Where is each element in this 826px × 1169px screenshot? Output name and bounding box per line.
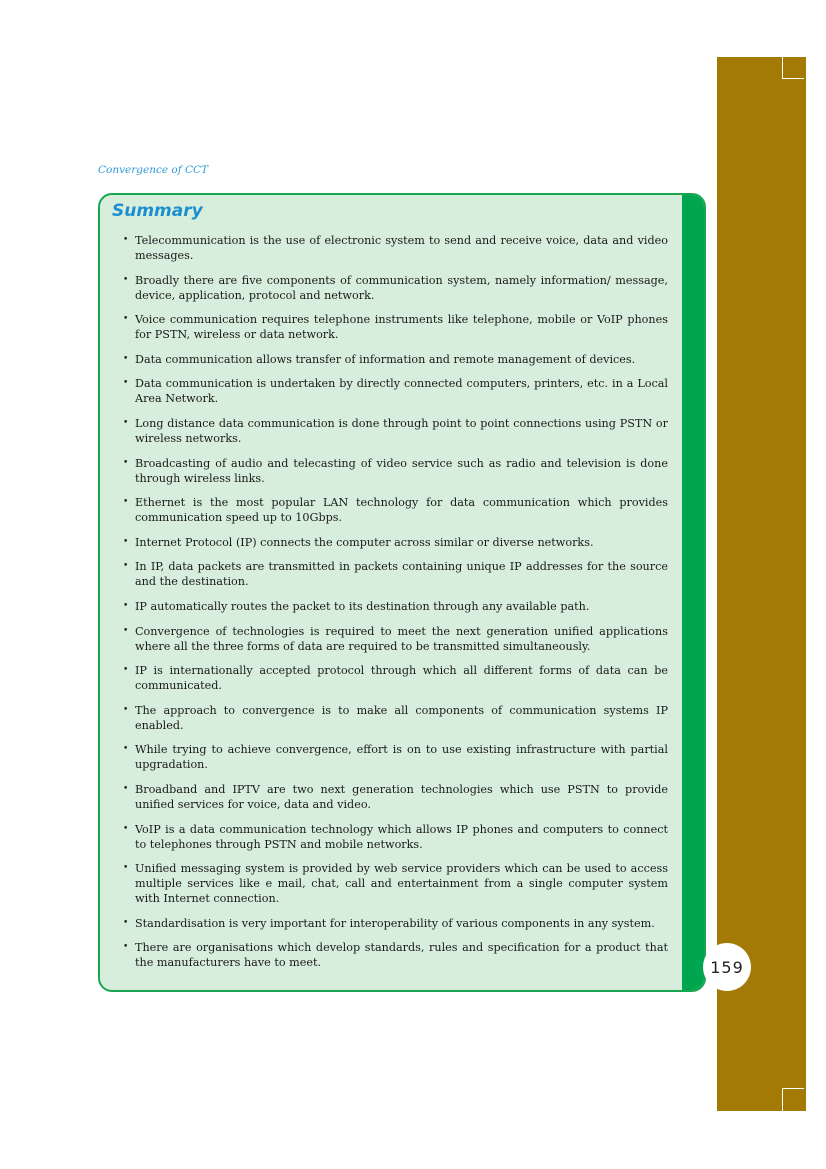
summary-item (122, 742, 668, 772)
summary-item (122, 782, 668, 812)
summary-item (122, 861, 668, 906)
summary-item (122, 233, 668, 263)
bullet-icon: • (123, 497, 129, 508)
page-number: 159 (703, 943, 751, 991)
summary-item (122, 703, 668, 733)
summary-item-text: Ethernet is the most popular LAN technology for data communication which provides communication speed up to 10Gbps. (135, 496, 668, 525)
bullet-icon: • (123, 744, 129, 755)
summary-box-stripe (682, 195, 704, 990)
summary-item-text: In IP, data packets are transmitted in packets containing unique IP addresses for the source and the destination. (135, 560, 668, 589)
summary-item-text: The approach to convergence is to make all components of communication systems IP enabled. (135, 703, 668, 732)
summary-item-text: While trying to achieve convergence, effort is on to use existing infrastructure with partial upgradation. (135, 743, 668, 772)
summary-item (122, 559, 668, 589)
summary-item-text: Broadcasting of audio and telecasting of video service such as radio and television is done through wireless links. (135, 456, 668, 485)
summary-item-text: There are organisations which develop standards, rules and specification for a product that the manufacturers have to meet. (135, 941, 668, 970)
summary-item (122, 599, 668, 614)
crop-mark-top (782, 57, 804, 79)
summary-item (122, 535, 668, 550)
summary-item (122, 312, 668, 342)
bullet-icon: • (123, 235, 129, 245)
summary-item (122, 663, 668, 693)
bullet-icon: • (123, 917, 129, 928)
summary-item-text: Telecommunication is the use of electronic system to send and receive voice, data and video messages. (135, 234, 668, 262)
crop-mark-bottom (782, 1088, 804, 1111)
bullet-icon: • (123, 536, 129, 547)
bullet-icon: • (123, 378, 129, 389)
summary-item (122, 456, 668, 486)
summary-item (122, 376, 668, 406)
bullet-icon: • (123, 417, 129, 428)
summary-item (122, 416, 668, 446)
bullet-icon: • (123, 783, 129, 794)
summary-item-text: Internet Protocol (IP) connects the computer across similar or diverse networks. (135, 535, 594, 549)
running-head: Convergence of CCT (98, 164, 209, 176)
bullet-icon: • (123, 625, 129, 636)
bullet-icon: • (123, 863, 129, 874)
summary-item-text: VoIP is a data communication technology which allows IP phones and computers to connect to telephones through PSTN and mobile networks. (135, 822, 668, 851)
summary-title: Summary (112, 201, 203, 221)
summary-item (122, 916, 668, 931)
summary-item (122, 940, 668, 970)
bullet-icon: • (123, 823, 129, 834)
summary-box (98, 193, 706, 992)
bullet-icon: • (123, 665, 129, 676)
summary-item-text: Unified messaging system is provided by web service providers which can be used to access multiple services like e mail, chat, call and entertainment from a single computer system with Internet connection. (135, 862, 668, 906)
summary-item-text: Long distance data communication is done through point to point connections using PSTN or wireless networks. (135, 416, 668, 445)
bullet-icon: • (123, 274, 129, 285)
summary-item-text: Voice communication requires telephone instruments like telephone, mobile or VoIP phones for PSTN, wireless or data network. (135, 313, 668, 342)
bullet-icon: • (123, 942, 129, 953)
summary-item-text: Standardisation is very important for interoperability of various components in any system. (135, 916, 655, 930)
summary-item (122, 352, 668, 367)
summary-item-text: IP automatically routes the packet to its destination through any available path. (135, 599, 590, 613)
bullet-icon: • (123, 600, 129, 611)
summary-item-text: Convergence of technologies is required to meet the next generation unified applications where all the three forms of data are required to be transmitted simultaneously. (135, 624, 668, 653)
summary-list (122, 233, 668, 980)
bullet-icon: • (123, 314, 129, 325)
bullet-icon: • (123, 704, 129, 715)
summary-item (122, 822, 668, 852)
summary-item-text: IP is internationally accepted protocol through which all different forms of data can be communicated. (135, 664, 668, 693)
summary-item-text: Data communication allows transfer of information and remote management of devices. (135, 352, 636, 366)
summary-item (122, 495, 668, 525)
summary-item-text: Broadly there are five components of communication system, namely information/ message, device, application, protocol and network. (135, 273, 668, 302)
summary-item-text: Data communication is undertaken by directly connected computers, printers, etc. in a Local Area Network. (135, 377, 668, 406)
bullet-icon: • (123, 561, 129, 572)
bullet-icon: • (123, 353, 129, 364)
summary-item-text: Broadband and IPTV are two next generation technologies which use PSTN to provide unified services for voice, data and video. (135, 782, 668, 811)
bullet-icon: • (123, 457, 129, 468)
summary-item (122, 273, 668, 303)
summary-item (122, 624, 668, 654)
